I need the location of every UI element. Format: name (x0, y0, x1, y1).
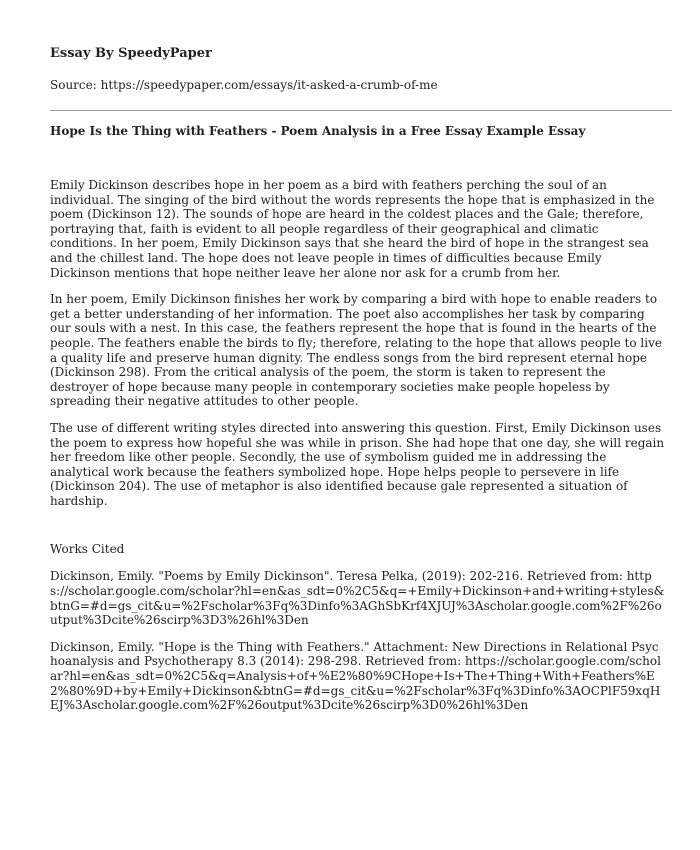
works-cited-heading: Works Cited (50, 542, 125, 557)
essay-body (0, 178, 700, 508)
brand-title: Essay By SpeedyPaper (50, 46, 212, 61)
reference-item: Dickinson, Emily. "Hope is the Thing with Feathers." Attachment: New Directions in Relational Psychoanalysis and Psychotherapy 8.3 (2014): 298-298. Retrieved from: https://scholar.google.com/scholar?hl=en&as_sdt=0%2C5&q=Analysis+of+%E2%80%9CHope+Is+The+Thing+With+Feathers%E2%80%9D+by+Emily+Dickinson&btnG=#d=gs_cit&u=%2Fscholar%3Fq%3Dinfo%3AOCPlF59xqHEJ%3Ascholar.google.com%2F%26output%3Dcite%26scirp%3D0%26hl%3Den (50, 639, 661, 713)
works-cited-list (0, 569, 700, 712)
paragraph: Emily Dickinson describes hope in her poem as a bird with feathers perching the soul of an individual. The singing of the bird without the words represents the hope that is emphasized in the poem (Dickinson 12). The sounds of hope are heard in the coldest places and the Gale; therefore, portraying that, faith is evident to all people regardless of their geographical and climatic conditions. In her poem, Emily Dickinson says that she heard the bird of hope in the strangest sea and the chillest land. The hope does not leave people in times of difficulties because Emily Dickinson mentions that hope neither leave her alone nor ask for a crumb from her. (50, 178, 655, 280)
reference-item: Dickinson, Emily. "Poems by Emily Dickinson". Teresa Pelka, (2019): 202-216. Retrieved from: https://scholar.google.com/scholar?hl=en&as_sdt=0%2C5&q=+Emily+Dickinson+and+writing+styles&btnG=#d=gs_cit&u=%2Fscholar%3Fq%3Dinfo%3AGhSbKrf4XJUJ%3Ascholar.google.com%2F%26output%3Dcite%26scirp%3D3%26hl%3Den (50, 569, 665, 628)
header-divider (50, 110, 672, 111)
source-line: Source: https://speedypaper.com/essays/it-asked-a-crumb-of-me (50, 78, 438, 92)
essay-title: Hope Is the Thing with Feathers - Poem Analysis in a Free Essay Example Essay (50, 124, 586, 138)
page-header (0, 0, 700, 92)
paragraph: In her poem, Emily Dickinson finishes her work by comparing a bird with hope to enable readers to get a better understanding of her information. The poet also accomplishes her task by comparing our souls with a nest. In this case, the feathers represent the hope that is found in the hearts of the people. The feathers enable the birds to fly; therefore, relating to the hope that allows people to live a quality life and preserve human dignity. The endless songs from the bird represent eternal hope (Dickinson 298). From the critical analysis of the poem, the storm is taken to represent the destroyer of hope because many people in contemporary societies make people hopeless by spreading their negative attitudes to other people. (50, 292, 662, 409)
paragraph: The use of different writing styles directed into answering this question. First, Emily Dickinson uses the poem to express how hopeful she was while in prison. She had hope that one day, she will regain her freedom like other people. Secondly, the use of symbolism guided me in addressing the analytical work because the feathers symbolized hope. Hope helps people to persevere in life (Dickinson 204). The use of metaphor is also identified because gale represented a situation of hardship. (50, 420, 665, 508)
